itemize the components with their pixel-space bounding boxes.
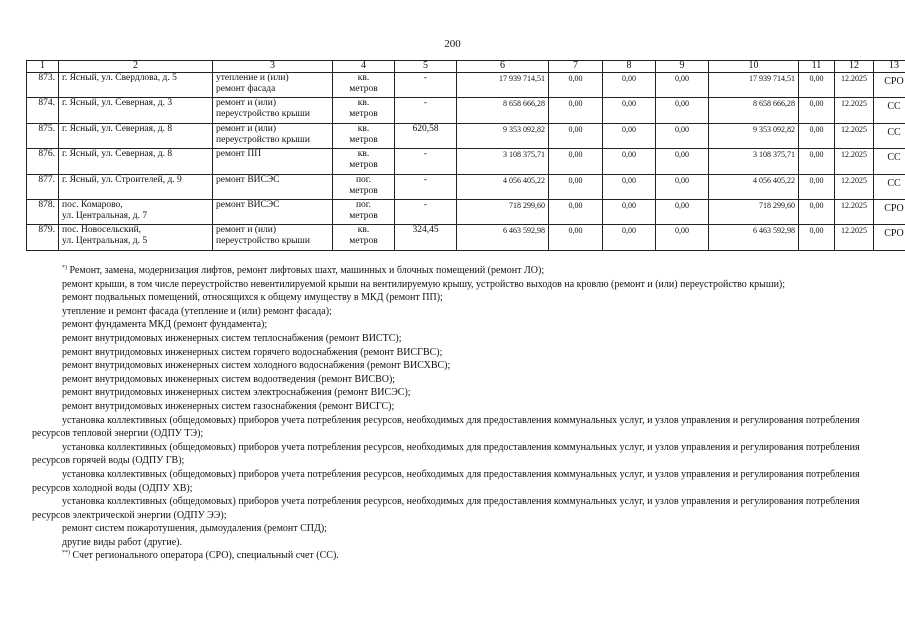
address-cell (59, 123, 213, 148)
account-type-cell-text: СС (887, 177, 901, 189)
total-cost-cell-text: 8 658 666,28 (503, 99, 545, 109)
work-type-cell-text: ремонт ВИСЭС (216, 174, 280, 185)
funding-col11-cell-text: 0,00 (809, 226, 824, 236)
address-cell (59, 174, 213, 199)
funding-col10-cell-text: 9 353 092,82 (753, 124, 795, 134)
unit-cell-text: пог. (355, 199, 372, 210)
address-cell-text: ул. Центральная, д. 7 (62, 210, 148, 221)
funding-col11-cell-text: 0,00 (809, 74, 824, 83)
funding-col9-cell (656, 225, 709, 250)
row-number (27, 174, 59, 199)
row-number-text: 878. (38, 199, 55, 210)
unit-cell (333, 225, 395, 250)
unit-cell (333, 73, 395, 98)
address-cell-text: г. Ясный, ул. Северная, д. 3 (62, 98, 173, 109)
funding-col8-cell (603, 174, 656, 199)
funding-col8-cell (603, 123, 656, 148)
total-cost-cell-text: 3 108 375,71 (503, 150, 545, 160)
column-number: 13 (874, 61, 905, 73)
area-cell (395, 225, 457, 250)
account-type-cell (874, 199, 905, 224)
unit-cell (333, 149, 395, 174)
completion-date-cell (835, 149, 874, 174)
funding-col10-cell-text: 718 299,60 (759, 200, 795, 210)
funding-col8-cell (603, 149, 656, 174)
unit-cell-text: метров (349, 210, 378, 221)
address-cell-text: г. Ясный, ул. Северная, д. 8 (62, 149, 173, 160)
table-row (27, 225, 905, 250)
unit-cell-text: метров (349, 236, 378, 247)
funding-col7-cell-text: 0,00 (568, 226, 583, 236)
footnote-line: установка коллективных (общедомовых) приборов учета потребления ресурсов, необходимых для предоставления коммунальных услуг, и узлов управления и регулирования потребления ресурсов электрической энергии (ОДПУ ЭЭ); (32, 496, 860, 521)
funding-col10-cell (709, 98, 799, 123)
funding-col9-cell (656, 199, 709, 224)
address-cell-text: г. Ясный, ул. Свердлова, д. 5 (62, 73, 177, 83)
area-cell-text: - (423, 149, 428, 160)
footnote-line: ремонт внутридомовых инженерных систем электроснабжения (ремонт ВИСЭС); (62, 387, 411, 399)
work-type-cell-text: утепление и (или) (216, 73, 289, 83)
funding-col10-cell-text: 8 658 666,28 (753, 99, 795, 109)
funding-col10-cell-text: 4 056 405,22 (753, 175, 795, 185)
account-type-cell-text: СРО (884, 202, 904, 214)
funding-col9-cell-text: 0,00 (675, 74, 689, 83)
work-type-cell-text: переустройство крыши (216, 236, 310, 247)
unit-cell-text: метров (349, 109, 378, 120)
work-type-cell (213, 225, 333, 250)
total-cost-cell-text: 17 939 714,51 (499, 74, 545, 83)
row-number (27, 73, 59, 98)
work-type-cell-text: ремонт и (или) (216, 123, 277, 134)
footnote-text: Счет регионального оператора (СРО), специальный счет (СС). (72, 550, 339, 562)
footnote-line (32, 264, 878, 278)
table-body (27, 73, 905, 251)
funding-col8-cell (603, 199, 656, 224)
funding-col8-cell (603, 73, 656, 98)
completion-date-cell (835, 123, 874, 148)
row-number (27, 98, 59, 123)
row-number (27, 123, 59, 148)
column-number-row (27, 61, 905, 73)
table-row (27, 123, 905, 148)
completion-date-cell-text: 12.2025 (841, 175, 867, 185)
funding-col7-cell (549, 174, 603, 199)
account-type-cell (874, 123, 905, 148)
footnote-line: ремонт внутридомовых инженерных систем водоотведения (ремонт ВИСВО); (62, 373, 396, 385)
funding-col9-cell-text: 0,00 (675, 200, 689, 210)
row-number (27, 225, 59, 250)
funding-col11-cell (799, 174, 835, 199)
footnote-line: утепление и ремонт фасада (утепление и (или) ремонт фасада); (62, 305, 332, 317)
unit-cell-text: метров (349, 185, 378, 196)
total-cost-cell-text: 718 299,60 (509, 200, 545, 210)
area-cell (395, 199, 457, 224)
area-cell (395, 98, 457, 123)
area-cell-text: - (423, 174, 428, 185)
account-type-cell-text: СС (887, 126, 901, 138)
total-cost-cell (457, 73, 549, 98)
funding-col8-cell-text: 0,00 (622, 226, 636, 236)
unit-cell-text: метров (349, 160, 378, 171)
completion-date-cell (835, 225, 874, 250)
footnote-line: ремонт систем пожаротушения, дымоудаления (ремонт СПД); (62, 523, 327, 535)
footnote-mark: *) (62, 265, 67, 271)
account-type-cell (874, 98, 905, 123)
funding-col9-cell (656, 149, 709, 174)
total-cost-cell-text: 6 463 592,98 (503, 226, 545, 236)
unit-cell (333, 98, 395, 123)
work-type-cell (213, 174, 333, 199)
work-type-cell-text: ремонт и (или) (216, 225, 277, 236)
funding-col10-cell (709, 149, 799, 174)
unit-cell-text: кв. (357, 225, 370, 236)
row-number-text: 879. (38, 225, 55, 236)
column-number: 5 (395, 61, 457, 73)
account-type-cell (874, 225, 905, 250)
account-type-cell-text: СРО (884, 76, 904, 87)
work-type-cell (213, 98, 333, 123)
column-number: 4 (333, 61, 395, 73)
funding-col7-cell-text: 0,00 (568, 99, 583, 109)
work-type-cell-text: ремонт фасада (216, 84, 276, 94)
footnote-line: ремонт внутридомовых инженерных систем теплоснабжения (ремонт ВИСТС); (62, 332, 402, 344)
funding-col8-cell-text: 0,00 (622, 200, 636, 210)
account-type-cell-text: СС (887, 152, 901, 164)
funding-col9-cell-text: 0,00 (675, 99, 689, 109)
funding-col7-cell-text: 0,00 (568, 200, 583, 210)
account-type-cell (874, 149, 905, 174)
funding-col9-cell-text: 0,00 (675, 226, 689, 236)
footnote-line: ремонт внутридомовых инженерных систем газоснабжения (ремонт ВИСГС); (62, 400, 395, 412)
funding-col10-cell (709, 225, 799, 250)
page-number: 200 (444, 38, 461, 50)
address-cell (59, 149, 213, 174)
unit-cell-text: метров (349, 84, 378, 94)
work-type-cell (213, 73, 333, 98)
funding-col11-cell-text: 0,00 (809, 99, 824, 109)
funding-col11-cell (799, 149, 835, 174)
unit-cell-text: кв. (357, 149, 370, 160)
work-type-cell-text: переустройство крыши (216, 109, 310, 120)
footnote-line: установка коллективных (общедомовых) приборов учета потребления ресурсов, необходимых для предоставления коммунальных услуг, и узлов управления и регулирования потребления ресурсов тепловой энергии (ОДПУ ТЭ); (32, 414, 860, 440)
address-cell (59, 225, 213, 250)
funding-col10-cell-text: 17 939 714,51 (749, 74, 795, 83)
completion-date-cell-text: 12.2025 (841, 150, 867, 160)
unit-cell (333, 123, 395, 148)
funding-col8-cell-text: 0,00 (622, 74, 636, 83)
funding-col11-cell (799, 98, 835, 123)
completion-date-cell (835, 199, 874, 224)
footnote-line: установка коллективных (общедомовых) приборов учета потребления ресурсов, необходимых для предоставления коммунальных услуг, и узлов управления и регулирования потребления ресурсов горячей воды (ОДПУ ГВ); (32, 441, 860, 467)
work-type-cell-text: ремонт ВИСЭС (216, 199, 280, 210)
area-cell-text: 324,45 (412, 225, 439, 236)
completion-date-cell (835, 174, 874, 199)
address-cell-text: пос. Комарово, (62, 199, 123, 210)
column-number: 3 (213, 61, 333, 73)
work-type-cell (213, 149, 333, 174)
funding-col10-cell-text: 3 108 375,71 (753, 150, 795, 160)
funding-col11-cell-text: 0,00 (809, 124, 824, 134)
address-cell-text: г. Ясный, ул. Строителей, д. 9 (62, 174, 182, 185)
unit-cell (333, 174, 395, 199)
funding-col9-cell (656, 123, 709, 148)
total-cost-cell (457, 149, 549, 174)
work-type-cell (213, 199, 333, 224)
row-number (27, 199, 59, 224)
funding-col7-cell (549, 225, 603, 250)
account-type-cell (874, 174, 905, 199)
funding-col7-cell (549, 123, 603, 148)
account-type-cell-text: СРО (884, 228, 904, 240)
unit-cell (333, 199, 395, 224)
funding-col11-cell (799, 199, 835, 224)
footnote-line: ремонт крыши, в том числе переустройство невентилируемой крыши на вентилируемую крышу, устройство выходов на кровлю (ремонт и (или) переустройство крыши); (62, 278, 786, 290)
funding-col11-cell-text: 0,00 (809, 175, 824, 185)
area-cell (395, 123, 457, 148)
row-number-text: 875. (38, 123, 55, 134)
funding-col10-cell-text: 6 463 592,98 (753, 226, 795, 236)
funding-col7-cell (549, 98, 603, 123)
funding-col9-cell (656, 73, 709, 98)
column-number: 2 (59, 61, 213, 73)
address-cell (59, 73, 213, 98)
completion-date-cell-text: 12.2025 (841, 99, 867, 109)
footnote-mark: **) (62, 550, 70, 557)
total-cost-cell-text: 9 353 092,82 (503, 124, 545, 134)
row-number-text: 877. (38, 174, 55, 185)
footnotes (32, 264, 878, 563)
row-number-text: 874. (38, 98, 55, 109)
row-number-text: 876. (38, 149, 55, 160)
completion-date-cell (835, 73, 874, 98)
funding-col7-cell-text: 0,00 (568, 175, 583, 185)
area-cell (395, 73, 457, 98)
area-cell-text: - (423, 98, 428, 109)
work-type-cell-text: переустройство крыши (216, 134, 310, 145)
footnote-line: установка коллективных (общедомовых) приборов учета потребления ресурсов, необходимых для предоставления коммунальных услуг, и узлов управления и регулирования потребления ресурсов холодной воды (ОДПУ ХВ); (32, 468, 860, 494)
row-number-text: 873. (38, 73, 55, 83)
funding-col8-cell-text: 0,00 (622, 150, 636, 160)
table-row (27, 199, 905, 224)
area-cell (395, 174, 457, 199)
completion-date-cell-text: 12.2025 (841, 226, 867, 236)
completion-date-cell-text: 12.2025 (841, 124, 867, 134)
funding-col8-cell (603, 98, 656, 123)
funding-col10-cell (709, 199, 799, 224)
funding-col9-cell-text: 0,00 (675, 175, 689, 185)
unit-cell-text: кв. (357, 123, 370, 134)
total-cost-cell-text: 4 056 405,22 (503, 175, 545, 185)
address-cell-text: г. Ясный, ул. Северная, д. 8 (62, 123, 173, 134)
table-row (27, 73, 905, 98)
funding-col9-cell-text: 0,00 (675, 150, 689, 160)
column-number: 8 (603, 61, 656, 73)
column-number: 9 (656, 61, 709, 73)
table-row (27, 98, 905, 123)
funding-col11-cell-text: 0,00 (809, 200, 824, 210)
work-type-cell-text: ремонт ПП (216, 149, 262, 160)
funding-col7-cell-text: 0,00 (568, 124, 583, 134)
work-type-cell (213, 123, 333, 148)
unit-cell-text: пог. (355, 174, 372, 185)
footnote-text: Ремонт, замена, модернизация лифтов, ремонт лифтовых шахт, машинных и блочных помещений (ремонт ЛО); (69, 265, 545, 276)
table-row (27, 174, 905, 199)
completion-date-cell-text: 12.2025 (841, 200, 867, 210)
account-type-cell (874, 73, 905, 98)
funding-col11-cell (799, 123, 835, 148)
funding-col9-cell (656, 174, 709, 199)
footnote-line: ремонт внутридомовых инженерных систем холодного водоснабжения (ремонт ВИСХВС); (62, 360, 451, 372)
completion-date-cell-text: 12.2025 (841, 74, 867, 83)
address-cell-text: пос. Новосельский, (62, 225, 142, 236)
total-cost-cell (457, 98, 549, 123)
total-cost-cell (457, 199, 549, 224)
funding-col7-cell (549, 73, 603, 98)
footnote-line: ремонт подвальных помещений, относящихся к общему имуществу в МКД (ремонт ПП); (62, 292, 443, 304)
funding-col11-cell-text: 0,00 (809, 150, 824, 160)
funding-col10-cell (709, 174, 799, 199)
funding-col7-cell (549, 149, 603, 174)
capital-repair-table (26, 60, 905, 251)
unit-cell-text: кв. (357, 73, 370, 83)
column-number: 7 (549, 61, 603, 73)
funding-col11-cell (799, 73, 835, 98)
address-cell-text: ул. Центральная, д. 5 (62, 236, 148, 247)
funding-col7-cell-text: 0,00 (568, 74, 583, 83)
funding-col8-cell-text: 0,00 (622, 175, 636, 185)
area-cell (395, 149, 457, 174)
total-cost-cell (457, 225, 549, 250)
table-row (27, 149, 905, 174)
funding-col9-cell (656, 98, 709, 123)
funding-col10-cell (709, 123, 799, 148)
total-cost-cell (457, 123, 549, 148)
funding-col7-cell-text: 0,00 (568, 150, 583, 160)
account-type-cell-text: СС (887, 101, 901, 113)
funding-col8-cell-text: 0,00 (622, 124, 636, 134)
column-number: 12 (835, 61, 874, 73)
area-cell-text: - (423, 199, 428, 210)
funding-col8-cell (603, 225, 656, 250)
column-number: 6 (457, 61, 549, 73)
funding-col11-cell (799, 225, 835, 250)
unit-cell-text: кв. (357, 98, 370, 109)
work-type-cell-text: ремонт и (или) (216, 98, 277, 109)
column-number: 10 (709, 61, 799, 73)
column-number: 1 (27, 61, 59, 73)
funding-col8-cell-text: 0,00 (622, 99, 636, 109)
area-cell-text: 620,58 (412, 123, 439, 134)
funding-col10-cell (709, 73, 799, 98)
footnote-line: ремонт фундамента МКД (ремонт фундамента); (62, 319, 268, 331)
area-cell-text: - (423, 73, 428, 83)
address-cell (59, 199, 213, 224)
funding-col7-cell (549, 199, 603, 224)
footnote-line: ремонт внутридомовых инженерных систем горячего водоснабжения (ремонт ВИСГВС); (62, 346, 443, 358)
footnote-line: другие виды работ (другие). (62, 536, 182, 548)
unit-cell-text: метров (349, 134, 378, 145)
total-cost-cell (457, 174, 549, 199)
completion-date-cell (835, 98, 874, 123)
column-number: 11 (799, 61, 835, 73)
row-number (27, 149, 59, 174)
address-cell (59, 98, 213, 123)
footnote-line (32, 549, 878, 563)
funding-col9-cell-text: 0,00 (675, 124, 689, 134)
